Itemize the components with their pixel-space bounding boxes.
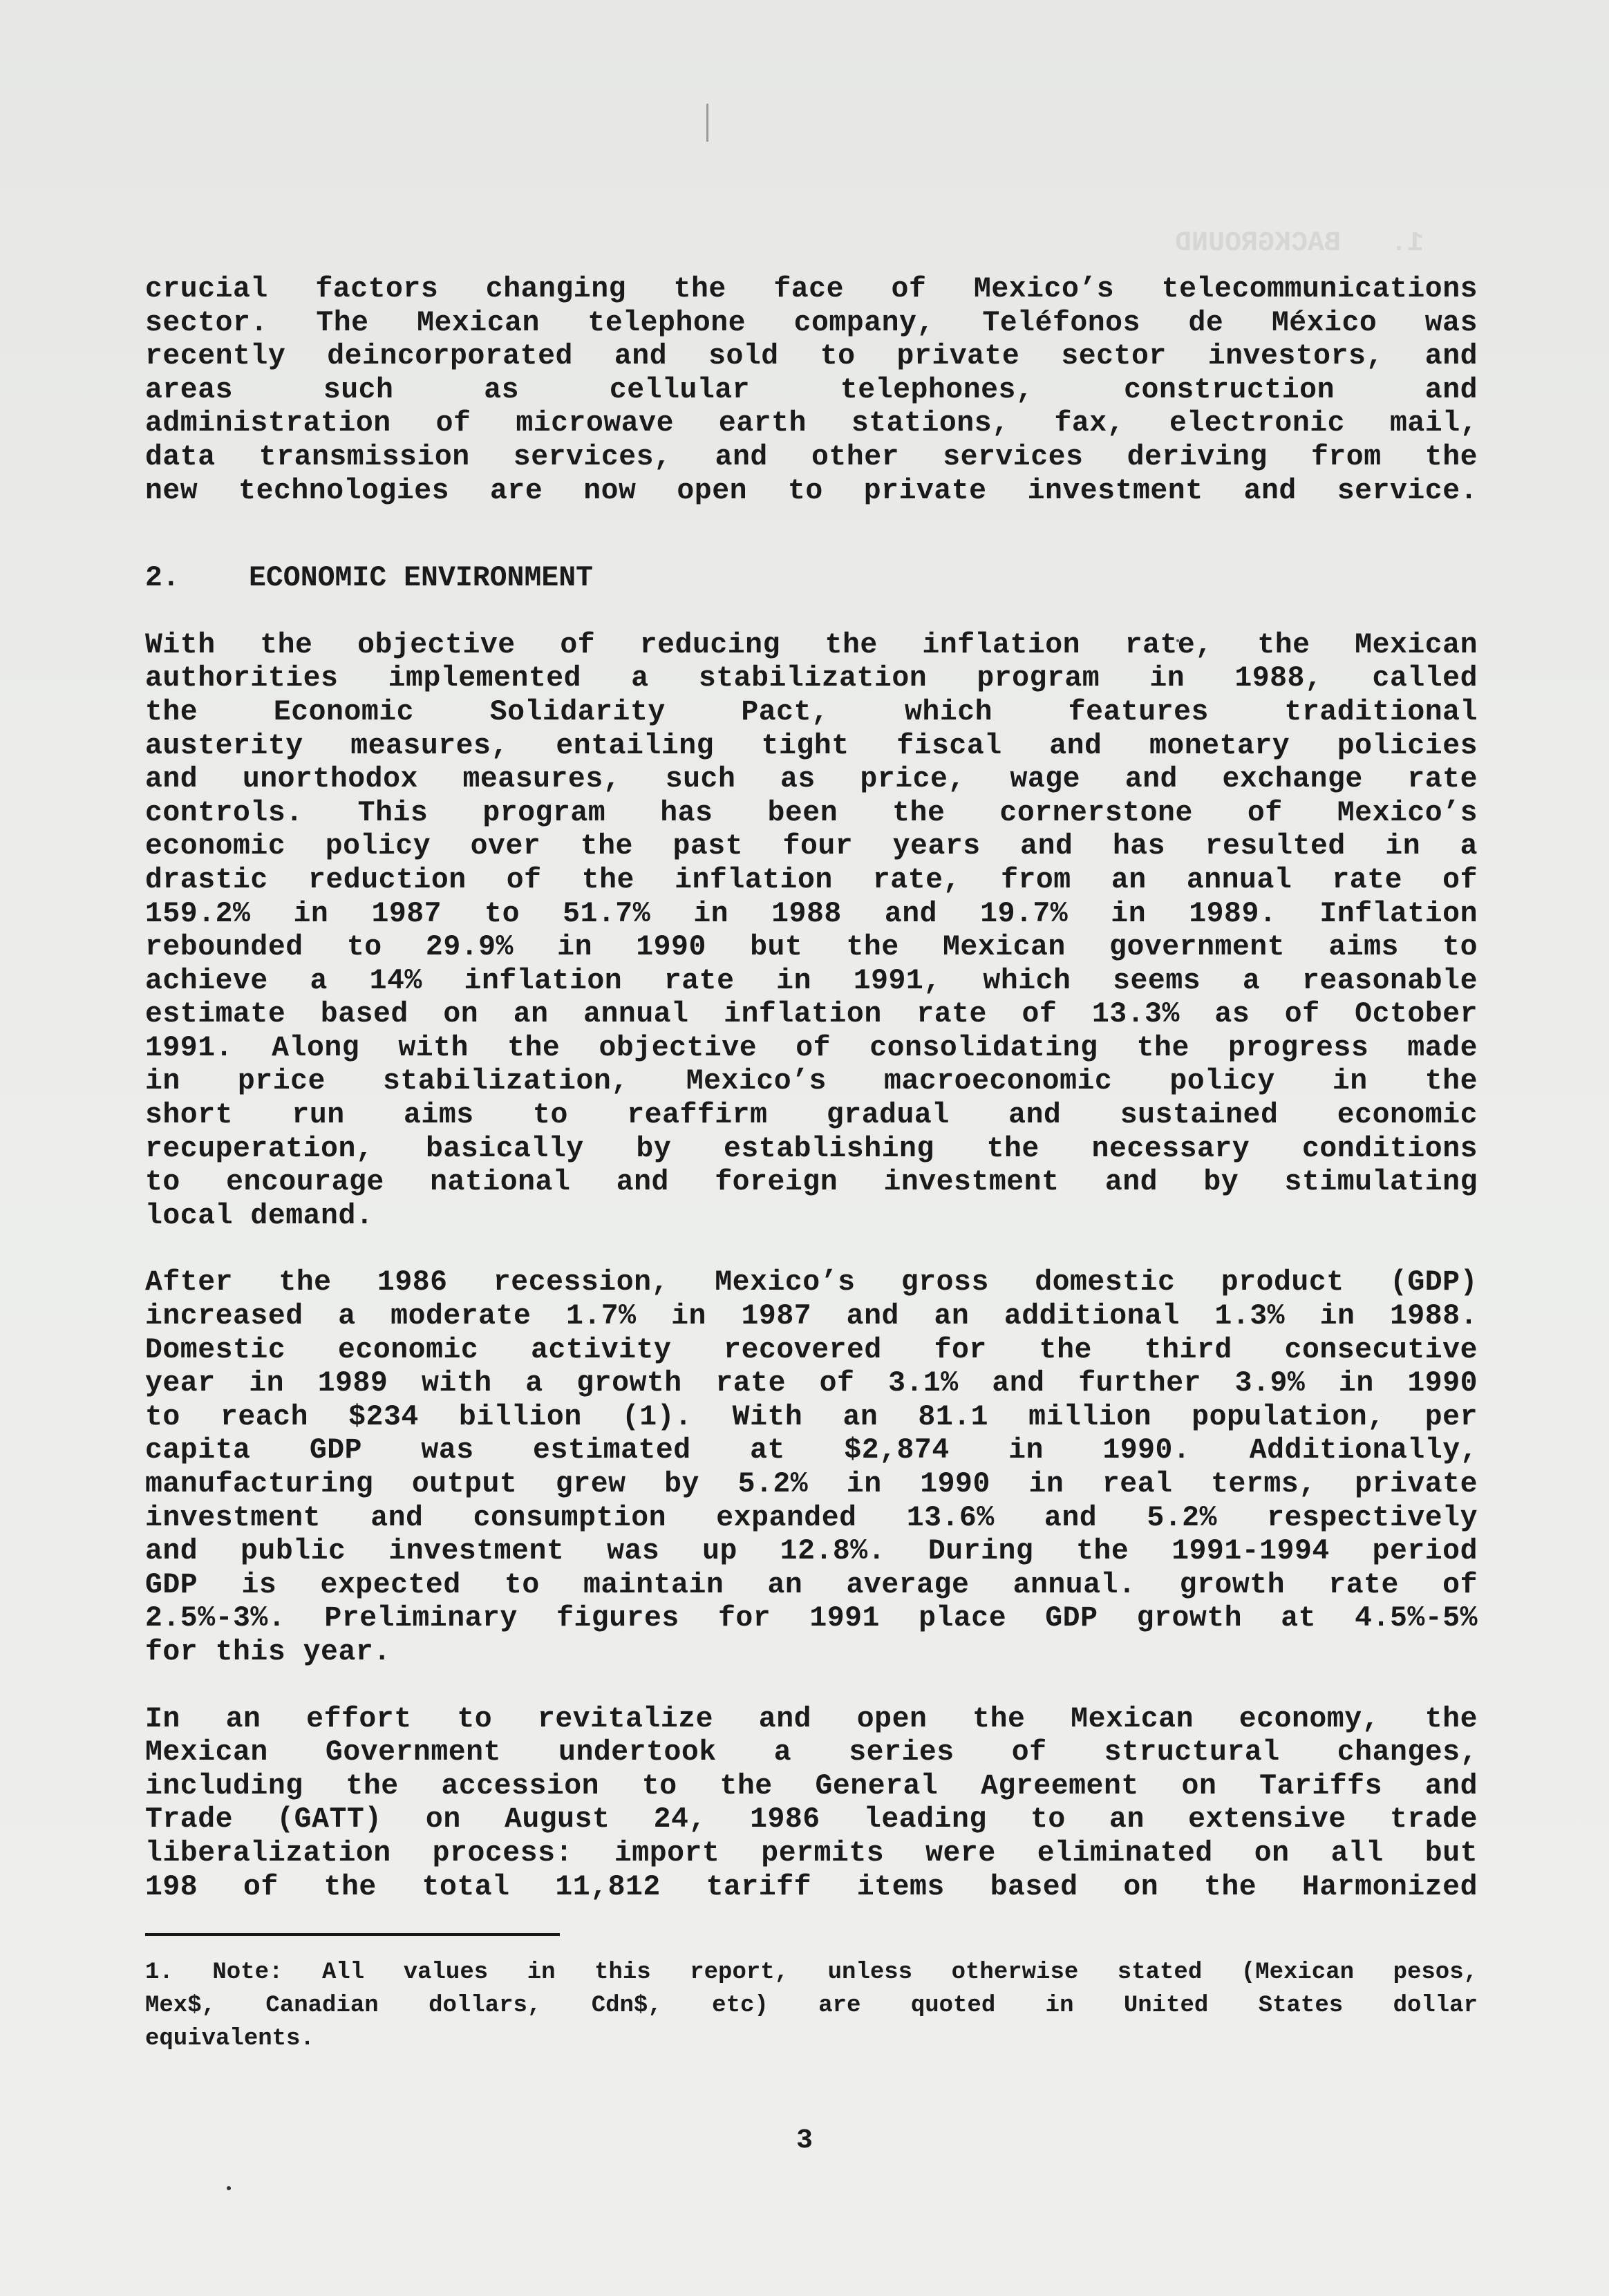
text-line: capita GDP was estimated at $2,874 in 1990. Additionally,	[145, 1434, 1478, 1467]
paragraph-inflation	[145, 629, 1478, 1234]
text-line: liberalization process: import permits were eliminated on all but	[145, 1836, 1478, 1870]
text-line: manufacturing output grew by 5.2% in 1990 in real terms, private	[145, 1468, 1478, 1500]
text-line: in price stabilization, Mexico’s macroeconomic policy in the	[145, 1065, 1478, 1098]
text-line: and public investment was up 12.8%. During the 1991-1994 period	[145, 1535, 1478, 1568]
text-line: achieve a 14% inflation rate in 1991, which seems a reasonable	[145, 964, 1478, 997]
text-line: GDP is expected to maintain an average annual. growth rate of	[145, 1568, 1478, 1601]
text-line: short run aims to reaffirm gradual and sustained economic	[145, 1099, 1478, 1132]
footnote-line: Mex$, Canadian dollars, Cdn$, etc) are quoted in United States dollar	[145, 1993, 1478, 2019]
text-line: data transmission services, and other services deriving from the	[145, 440, 1478, 473]
text-line: Domestic economic activity recovered for the third consecutive	[145, 1333, 1478, 1366]
text-line: local demand.	[145, 1199, 374, 1232]
scan-speck	[227, 2186, 231, 2190]
section-number: 2.	[145, 562, 180, 595]
section-title: ECONOMIC ENVIRONMENT	[249, 562, 594, 595]
text-line: Trade (GATT) on August 24, 1986 leading to an extensive trade	[145, 1803, 1478, 1836]
page-number: 3	[796, 2125, 813, 2156]
text-line: year in 1989 with a growth rate of 3.1% and further 3.9% in 1990	[145, 1367, 1478, 1400]
text-line: investment and consumption expanded 13.6% and 5.2% respectively	[145, 1501, 1478, 1534]
text-line: increased a moderate 1.7% in 1987 and an additional 1.3% in 1988.	[145, 1300, 1478, 1333]
text-line: to encourage national and foreign investment and by stimulating	[145, 1166, 1478, 1199]
text-line: and unorthodox measures, such as price, wage and exchange rate	[145, 763, 1478, 796]
text-line: the Economic Solidarity Pact, which features traditional	[145, 695, 1478, 728]
text-line: Mexican Government undertook a series of structural changes,	[145, 1736, 1478, 1769]
paragraph-gdp	[145, 1266, 1478, 1669]
text-line: rebounded to 29.9% in 1990 but the Mexican government aims to	[145, 931, 1478, 964]
text-line: With the objective of reducing the inflation rate, the Mexican	[145, 628, 1478, 661]
text-line: controls. This program has been the cornerstone of Mexico’s	[145, 796, 1478, 829]
footnote-rule	[145, 1933, 560, 1936]
text-line: areas such as cellular telephones, construction and	[145, 373, 1478, 406]
text-line: to reach $234 billion (1). With an 81.1 million population, per	[145, 1400, 1478, 1433]
paragraph-continuation	[145, 273, 1478, 508]
section-heading	[145, 562, 1478, 596]
text-line: drastic reduction of the inflation rate, from an annual rate of	[145, 863, 1478, 896]
text-line: sector. The Mexican telephone company, Teléfonos de México was	[145, 306, 1478, 339]
text-line: 159.2% in 1987 to 51.7% in 1988 and 19.7% in 1989. Inflation	[145, 897, 1478, 930]
text-line: economic policy over the past four years and has resulted in a	[145, 830, 1478, 863]
text-line: estimate based on an annual inflation rate of 13.3% as of October	[145, 998, 1478, 1031]
footnote	[145, 1956, 1478, 2055]
paragraph-structural-changes	[145, 1703, 1478, 1905]
text-line: austerity measures, entailing tight fiscal and monetary policies	[145, 729, 1478, 762]
text-line: After the 1986 recession, Mexico’s gross domestic product (GDP)	[145, 1266, 1478, 1299]
text-line: authorities implemented a stabilization program in 1988, called	[145, 662, 1478, 695]
footnote-line: 1. Note: All values in this report, unless otherwise stated (Mexican pesos,	[145, 1959, 1478, 1986]
text-line: including the accession to the General Agreement on Tariffs and	[145, 1769, 1478, 1803]
text-line: crucial factors changing the face of Mexico’s telecommunications	[145, 273, 1478, 305]
text-line: 1991. Along with the objective of consolidating the progress made	[145, 1031, 1478, 1064]
text-line: recently deincorporated and sold to private sector investors, and	[145, 340, 1478, 373]
scan-speck	[706, 104, 708, 142]
body-text	[145, 273, 1478, 1904]
footnote-line: equivalents.	[145, 2026, 314, 2052]
text-line: 198 of the total 11,812 tariff items based on the Harmonized	[145, 1870, 1478, 1903]
text-line: recuperation, basically by establishing the necessary conditions	[145, 1132, 1478, 1165]
show-through-text: 1. BACKGROUND	[1175, 228, 1424, 259]
text-line: for this year.	[145, 1635, 391, 1668]
text-line: new technologies are now open to private investment and service.	[145, 474, 1478, 507]
text-line: 2.5%-3%. Preliminary figures for 1991 place GDP growth at 4.5%-5%	[145, 1602, 1478, 1635]
text-line: In an effort to revitalize and open the Mexican economy, the	[145, 1702, 1478, 1735]
text-line: administration of microwave earth stations, fax, electronic mail,	[145, 407, 1478, 440]
